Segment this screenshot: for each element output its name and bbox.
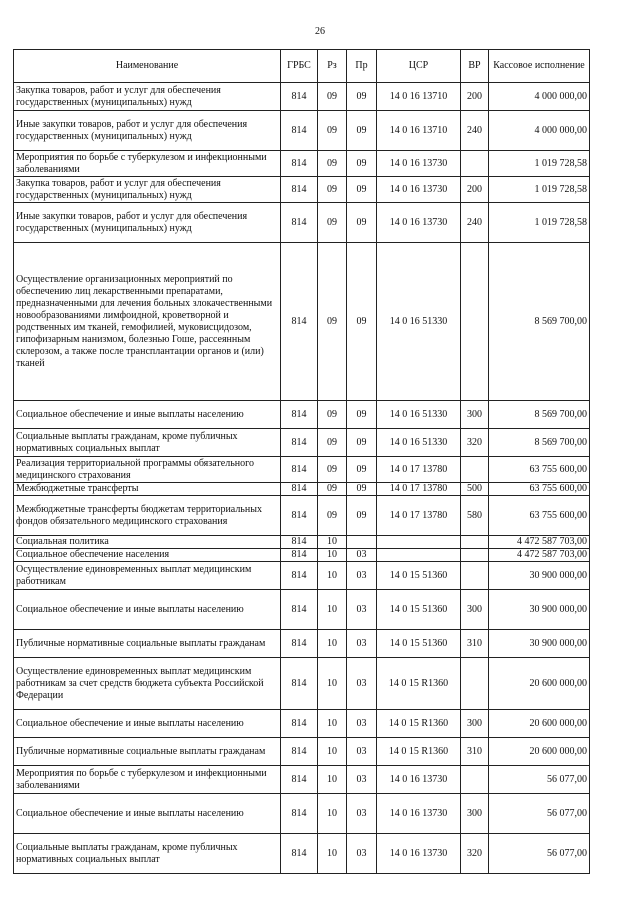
- table-row: [14, 766, 590, 794]
- row-rz: 10: [318, 562, 347, 590]
- row-grbs: 814: [281, 738, 318, 766]
- row-amount: 4 472 587 703,00: [489, 536, 590, 549]
- row-amount: 63 755 600,00: [489, 483, 590, 496]
- row-grbs: 814: [281, 483, 318, 496]
- table-body: [14, 83, 590, 874]
- row-grbs: 814: [281, 562, 318, 590]
- row-amount: 20 600 000,00: [489, 710, 590, 738]
- row-name: Осуществление единовременных выплат медицинским работникам: [14, 562, 281, 590]
- row-pr: 03: [347, 738, 377, 766]
- row-vr: 310: [461, 738, 489, 766]
- row-vr: [461, 549, 489, 562]
- row-pr: 03: [347, 710, 377, 738]
- row-pr: 09: [347, 177, 377, 203]
- row-csr: 14 0 16 51330: [377, 429, 461, 457]
- row-vr: [461, 658, 489, 710]
- row-pr: 09: [347, 151, 377, 177]
- row-csr: 14 0 16 13730: [377, 834, 461, 874]
- row-name: Иные закупки товаров, работ и услуг для обеспечения государственных (муниципальных) нужд: [14, 203, 281, 243]
- row-rz: 10: [318, 710, 347, 738]
- row-grbs: 814: [281, 766, 318, 794]
- row-csr: 14 0 16 13730: [377, 151, 461, 177]
- row-name: Социальное обеспечение населения: [14, 549, 281, 562]
- row-grbs: 814: [281, 177, 318, 203]
- row-rz: 09: [318, 429, 347, 457]
- row-amount: 4 000 000,00: [489, 111, 590, 151]
- row-pr: 03: [347, 549, 377, 562]
- row-csr: 14 0 16 13730: [377, 794, 461, 834]
- row-amount: 56 077,00: [489, 834, 590, 874]
- row-vr: 320: [461, 834, 489, 874]
- row-rz: 10: [318, 590, 347, 630]
- row-pr: 03: [347, 562, 377, 590]
- row-rz: 10: [318, 536, 347, 549]
- row-csr: 14 0 17 13780: [377, 457, 461, 483]
- row-csr: 14 0 15 R1360: [377, 658, 461, 710]
- row-pr: 09: [347, 243, 377, 401]
- row-csr: 14 0 16 13710: [377, 83, 461, 111]
- row-rz: 10: [318, 549, 347, 562]
- row-vr: 240: [461, 203, 489, 243]
- table-row: [14, 151, 590, 177]
- row-name: Межбюджетные трансферты бюджетам территориальных фондов обязательного медицинского страхования: [14, 496, 281, 536]
- row-name: Межбюджетные трансферты: [14, 483, 281, 496]
- table-row: [14, 834, 590, 874]
- row-amount: 1 019 728,58: [489, 203, 590, 243]
- row-name: Иные закупки товаров, работ и услуг для обеспечения государственных (муниципальных) нужд: [14, 111, 281, 151]
- row-amount: 1 019 728,58: [489, 177, 590, 203]
- row-csr: 14 0 16 51330: [377, 401, 461, 429]
- table-row: [14, 177, 590, 203]
- header-rz: Рз: [318, 50, 347, 83]
- row-name: Социальные выплаты гражданам, кроме публичных нормативных социальных выплат: [14, 834, 281, 874]
- table-header-row: [14, 50, 590, 83]
- row-vr: [461, 243, 489, 401]
- row-pr: 03: [347, 590, 377, 630]
- row-grbs: 814: [281, 401, 318, 429]
- row-rz: 10: [318, 630, 347, 658]
- row-csr: 14 0 15 51360: [377, 590, 461, 630]
- row-name: Публичные нормативные социальные выплаты гражданам: [14, 738, 281, 766]
- header-vr: ВР: [461, 50, 489, 83]
- row-vr: 300: [461, 590, 489, 630]
- row-amount: 30 900 000,00: [489, 630, 590, 658]
- row-csr: 14 0 15 R1360: [377, 738, 461, 766]
- row-rz: 09: [318, 243, 347, 401]
- row-name: Закупка товаров, работ и услуг для обеспечения государственных (муниципальных) нужд: [14, 177, 281, 203]
- table-row: [14, 203, 590, 243]
- row-name: Осуществление организационных мероприятий по обеспечению лиц лекарственными препаратами, предназначенными для лечения больных злокачественными новообразованиями лимфоидной, кроветворной и родственных им тканей, гемофилией, муковисцидозом, гипофизарным нанизмом, болезнью Гоше, рассеянным склерозом, а также после трансплантации органов и (или) тканей: [14, 243, 281, 401]
- row-rz: 09: [318, 83, 347, 111]
- row-csr: 14 0 16 51330: [377, 243, 461, 401]
- row-pr: 09: [347, 496, 377, 536]
- table-row: [14, 794, 590, 834]
- row-name: Социальные выплаты гражданам, кроме публичных нормативных социальных выплат: [14, 429, 281, 457]
- row-vr: 200: [461, 177, 489, 203]
- row-grbs: 814: [281, 243, 318, 401]
- table-row: [14, 483, 590, 496]
- row-name: Осуществление единовременных выплат медицинским работникам за счет средств бюджета субъекта Российской Федерации: [14, 658, 281, 710]
- row-pr: 03: [347, 834, 377, 874]
- row-pr: 09: [347, 429, 377, 457]
- row-csr: 14 0 17 13780: [377, 483, 461, 496]
- row-name: Социальное обеспечение и иные выплаты населению: [14, 710, 281, 738]
- row-name: Мероприятия по борьбе с туберкулезом и инфекционными заболеваниями: [14, 766, 281, 794]
- table-row: [14, 738, 590, 766]
- row-amount: 4 000 000,00: [489, 83, 590, 111]
- row-vr: [461, 766, 489, 794]
- row-pr: 09: [347, 457, 377, 483]
- row-amount: 63 755 600,00: [489, 496, 590, 536]
- row-rz: 09: [318, 483, 347, 496]
- row-pr: 09: [347, 111, 377, 151]
- row-csr: 14 0 17 13780: [377, 496, 461, 536]
- row-amount: 30 900 000,00: [489, 562, 590, 590]
- row-pr: 03: [347, 766, 377, 794]
- row-pr: 09: [347, 203, 377, 243]
- row-csr: 14 0 16 13730: [377, 177, 461, 203]
- row-grbs: 814: [281, 590, 318, 630]
- row-csr: 14 0 16 13730: [377, 766, 461, 794]
- row-vr: 300: [461, 794, 489, 834]
- table-row: [14, 429, 590, 457]
- row-rz: 10: [318, 658, 347, 710]
- row-amount: 30 900 000,00: [489, 590, 590, 630]
- row-vr: 320: [461, 429, 489, 457]
- row-pr: 03: [347, 658, 377, 710]
- table-row: [14, 562, 590, 590]
- row-rz: 09: [318, 496, 347, 536]
- row-rz: 09: [318, 177, 347, 203]
- row-csr: 14 0 15 51360: [377, 562, 461, 590]
- row-vr: 200: [461, 83, 489, 111]
- row-name: Социальное обеспечение и иные выплаты населению: [14, 401, 281, 429]
- row-pr: 03: [347, 630, 377, 658]
- header-pr: Пр: [347, 50, 377, 83]
- row-csr: 14 0 15 R1360: [377, 710, 461, 738]
- row-amount: 8 569 700,00: [489, 429, 590, 457]
- row-name: Социальное обеспечение и иные выплаты населению: [14, 794, 281, 834]
- row-grbs: 814: [281, 710, 318, 738]
- row-grbs: 814: [281, 83, 318, 111]
- row-amount: 1 019 728,58: [489, 151, 590, 177]
- row-vr: 300: [461, 401, 489, 429]
- row-pr: [347, 536, 377, 549]
- table-row: [14, 710, 590, 738]
- table-row: [14, 496, 590, 536]
- row-rz: 09: [318, 111, 347, 151]
- row-rz: 09: [318, 457, 347, 483]
- row-amount: 20 600 000,00: [489, 738, 590, 766]
- table-row: [14, 457, 590, 483]
- table-row: [14, 111, 590, 151]
- row-vr: [461, 536, 489, 549]
- page-number: 26: [315, 26, 325, 37]
- row-grbs: 814: [281, 794, 318, 834]
- row-csr: [377, 536, 461, 549]
- row-grbs: 814: [281, 429, 318, 457]
- table-row: [14, 536, 590, 549]
- row-amount: 56 077,00: [489, 766, 590, 794]
- row-amount: 63 755 600,00: [489, 457, 590, 483]
- row-grbs: 814: [281, 457, 318, 483]
- row-name: Социальная политика: [14, 536, 281, 549]
- table-row: [14, 549, 590, 562]
- table-row: [14, 401, 590, 429]
- row-amount: 56 077,00: [489, 794, 590, 834]
- row-amount: 4 472 587 703,00: [489, 549, 590, 562]
- row-grbs: 814: [281, 630, 318, 658]
- header-name: Наименование: [14, 50, 281, 83]
- row-pr: 09: [347, 83, 377, 111]
- row-grbs: 814: [281, 111, 318, 151]
- table-row: [14, 630, 590, 658]
- row-grbs: 814: [281, 834, 318, 874]
- row-grbs: 814: [281, 496, 318, 536]
- row-grbs: 814: [281, 203, 318, 243]
- row-vr: 240: [461, 111, 489, 151]
- row-name: Закупка товаров, работ и услуг для обеспечения государственных (муниципальных) нужд: [14, 83, 281, 111]
- row-csr: 14 0 15 51360: [377, 630, 461, 658]
- row-name: Реализация территориальной программы обязательного медицинского страхования: [14, 457, 281, 483]
- row-vr: 310: [461, 630, 489, 658]
- budget-table: [13, 49, 590, 874]
- row-csr: 14 0 16 13710: [377, 111, 461, 151]
- table-row: [14, 658, 590, 710]
- row-vr: 500: [461, 483, 489, 496]
- row-csr: [377, 549, 461, 562]
- row-pr: 09: [347, 483, 377, 496]
- row-rz: 10: [318, 834, 347, 874]
- row-name: Мероприятия по борьбе с туберкулезом и инфекционными заболеваниями: [14, 151, 281, 177]
- row-pr: 09: [347, 401, 377, 429]
- row-amount: 8 569 700,00: [489, 401, 590, 429]
- row-vr: 300: [461, 710, 489, 738]
- row-vr: [461, 457, 489, 483]
- row-grbs: 814: [281, 151, 318, 177]
- row-pr: 03: [347, 794, 377, 834]
- row-amount: 20 600 000,00: [489, 658, 590, 710]
- table-row: [14, 243, 590, 401]
- row-name: Публичные нормативные социальные выплаты гражданам: [14, 630, 281, 658]
- row-rz: 10: [318, 738, 347, 766]
- row-csr: 14 0 16 13730: [377, 203, 461, 243]
- row-grbs: 814: [281, 658, 318, 710]
- row-name: Социальное обеспечение и иные выплаты населению: [14, 590, 281, 630]
- table-row: [14, 83, 590, 111]
- row-rz: 10: [318, 766, 347, 794]
- header-grbs: ГРБС: [281, 50, 318, 83]
- table-row: [14, 590, 590, 630]
- header-amount: Кассовое исполнение: [489, 50, 590, 83]
- row-grbs: 814: [281, 549, 318, 562]
- row-rz: 09: [318, 151, 347, 177]
- row-rz: 09: [318, 203, 347, 243]
- row-vr: [461, 151, 489, 177]
- row-vr: [461, 562, 489, 590]
- row-rz: 10: [318, 794, 347, 834]
- header-csr: ЦСР: [377, 50, 461, 83]
- row-amount: 8 569 700,00: [489, 243, 590, 401]
- row-grbs: 814: [281, 536, 318, 549]
- row-rz: 09: [318, 401, 347, 429]
- row-vr: 580: [461, 496, 489, 536]
